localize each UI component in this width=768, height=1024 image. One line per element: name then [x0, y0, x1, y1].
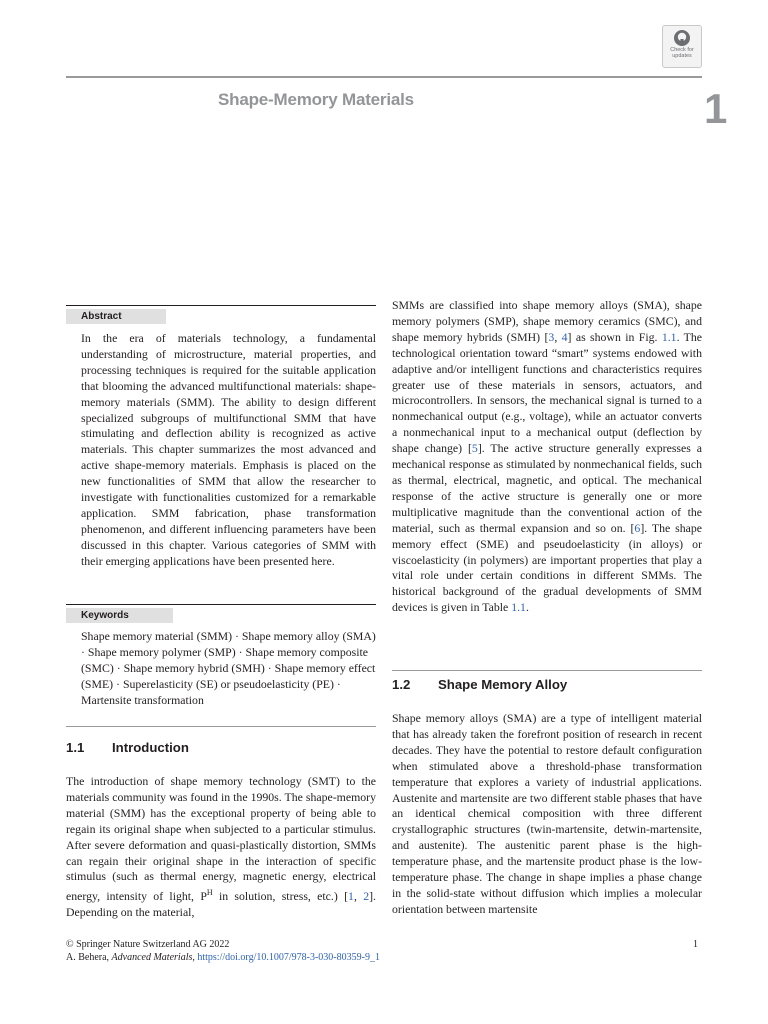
- keywords-heading: Keywords: [66, 608, 173, 623]
- citation-link[interactable]: 1: [348, 889, 354, 904]
- section-title: Shape Memory Alloy: [438, 677, 568, 692]
- section-rule: [66, 726, 376, 727]
- abstract-heading: Abstract: [66, 309, 166, 324]
- badge-label: Check for updates: [670, 47, 694, 59]
- keywords-heading-box: [66, 604, 376, 620]
- header-rule: [66, 76, 702, 78]
- section-title: Introduction: [112, 740, 189, 755]
- chapter-number: 1: [704, 85, 728, 132]
- section-1-2-heading: [392, 677, 567, 692]
- crossmark-icon: [673, 29, 691, 47]
- citation-link[interactable]: 3: [548, 329, 555, 344]
- figure-reference-link[interactable]: 1.1: [661, 329, 677, 344]
- keywords-text: Shape memory material (SMM) · Shape memory alloy (SMA) · Shape memory polymer (SMP) · Shape memory composite (SMC) · Shape memory hybrid (SMH) · Shape memory effect (SME) · Superelasticity (SE) or pseudoelasticity (PE) · Martensite transformation: [81, 629, 376, 707]
- introduction-text: The introduction of shape memory technology (SMT) to the materials community was found in the 1990s. The shape-memory material (SMM) has the exceptional property of being able to regain its original shape when subjected to a particular stimulus. After severe deformation and quasi-plastically distortion, SMMs can regain their original shape in the interaction of specific stimulus (such as thermal energy, magnetic energy, electrical energy, intensity of light, $P^H$ in solution, stress, etc.) [1, 2]. Depending on the material,: [66, 774, 376, 920]
- citation-link[interactable]: 6: [634, 520, 641, 535]
- page-number: 1: [693, 939, 698, 950]
- abstract-heading-box: [66, 305, 376, 321]
- citation-link[interactable]: 2: [363, 889, 370, 904]
- chapter-title: Shape-Memory Materials: [218, 90, 414, 109]
- citation-link[interactable]: 4: [561, 329, 568, 344]
- table-reference-link[interactable]: 1.1: [511, 600, 526, 615]
- classification-paragraph: SMMs are classified into shape memory alloys (SMA), shape memory polymers (SMP), shape memory ceramics (SMC), and shape memory hybrids (SMH) [3, 4] as shown in Fig. 1.1. The technological orientation toward “smart” systems endowed with adaptive and/or intelligent functions and characteristics requires greater use of these materials in sensors, actuators, and microcontrollers. In sensors, the mechanical signal is turned to a nonmechanical output (e.g., voltage), while an actuator converts a nonmechanical input to a mechanical output (deflection by shape change) [5]. The active structure generally expresses a mechanical response as stimulated by nonmechanical fields, such as thermal, electrical, magnetic, and optical. The mechanical response of the active structure is generally one or more multiplicative magnitude than the conventional action of the material, such as thermal expansion and so on. [6]. The shape memory effect (SME) and pseudoelasticity (in alloys) or viscoelasticity (in polymers) are important properties that play a vital role under certain conditions in different SMMs. The historical background of the gradual developments of SMM devices is given in Table 1.1.: [392, 298, 703, 615]
- check-for-updates-badge[interactable]: [662, 25, 702, 68]
- citation-line: A. Behera, Advanced Materials, https://doi.org/10.1007/978-3-030-80359-9_1: [66, 952, 380, 963]
- section-number: 1.2: [392, 677, 411, 692]
- citation-link[interactable]: 5: [471, 441, 478, 456]
- abstract-text: In the era of materials technology, a fundamental understanding of microstructure, material properties, and processing techniques is required for the suitable application that blooming the advanced multifunctional materials: shape-memory materials (SMM). The ability to design different specialized subgroups of multifunctional SMM that have stimulating and deflection ability is recognized as active materials. This chapter summarizes the most advanced and active shape-memory materials. Emphasis is placed on the new functionalities of SMM that allow the researcher to investigate with functionalities customized for a remarkable application. SMM fabrication, phase transformation phenomenon, and different influencing parameters have been discussed in this chapter. Various categories of SMM with their emerging applications have been presented here.: [81, 331, 376, 568]
- doi-link[interactable]: https://doi.org/10.1007/978-3-030-80359-9_1: [197, 952, 380, 963]
- copyright-line: © Springer Nature Switzerland AG 2022: [66, 939, 230, 950]
- book-title: Advanced Materials: [111, 952, 193, 963]
- shape-memory-alloy-text: Shape memory alloys (SMA) are a type of intelligent material that has already taken the forefront position of research in recent decades. They have the potential to restore default configuration when stimulated above a threshold-phase transformation temperature that explores a variety of industrial applications. Austenite and martensite are two different stable phases that have an identical chemical composition with three different crystallographic structures (twin-martensite, detwin-martensite, and austenite). The austenitic parent phase is the high-temperature phase, and the martensite product phase is the low-temperature phase. The change in shape implies a phase change in the solid-state without diffusion which implies a molecular orientation between martensite: [392, 711, 702, 916]
- section-number: 1.1: [66, 740, 85, 755]
- section-rule: [392, 670, 702, 671]
- section-1-1-heading: [66, 740, 189, 755]
